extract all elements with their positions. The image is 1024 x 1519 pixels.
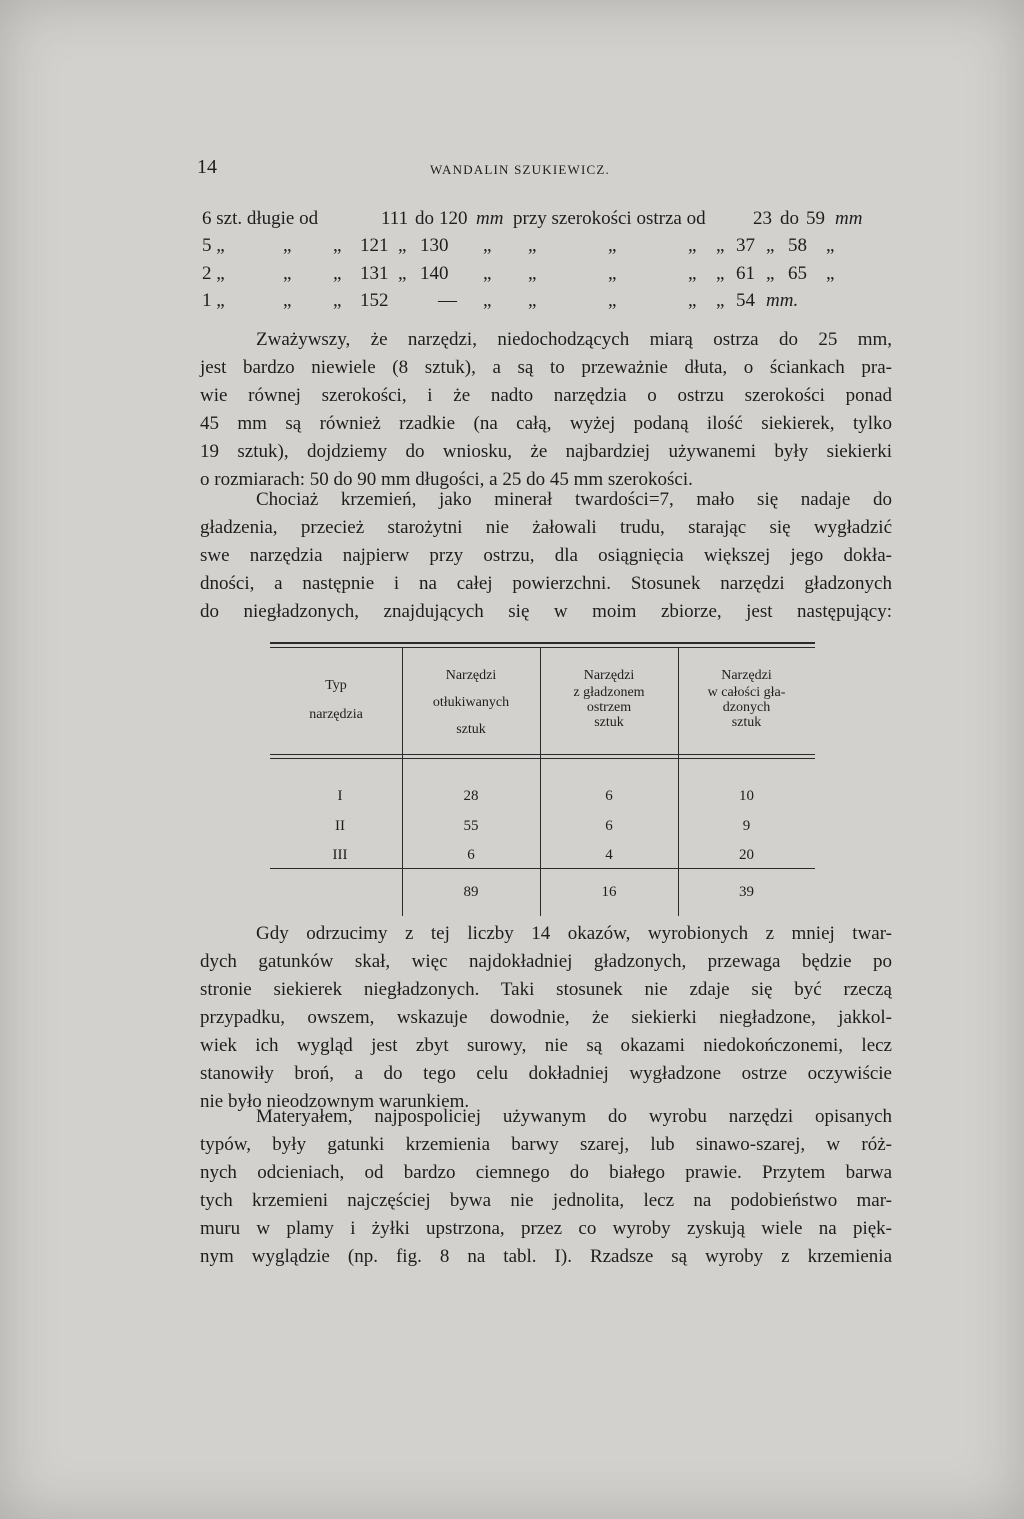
cell: 6 (467, 847, 475, 863)
count: 5 „ (202, 235, 225, 256)
text-line: dności, a następnie i na całej powierzchni. Stosunek narzędzi gładzonych (200, 573, 892, 594)
ditto: „ (826, 235, 835, 256)
width-to: 54 (736, 290, 755, 311)
ditto: „ (483, 235, 492, 256)
totals-rule (270, 868, 815, 869)
ditto: „ (528, 235, 537, 256)
header-unpolished (402, 668, 540, 737)
page-number: 14 (197, 156, 217, 178)
header-line: sztuk (731, 715, 762, 730)
ditto: „ (608, 263, 617, 284)
header-line: z gładzonem (573, 685, 645, 700)
ditto: „ (528, 290, 537, 311)
ditto: „ (766, 235, 775, 256)
table-top-rule (270, 642, 815, 644)
text-line: wie równej szerokości, i że nadto narzędzia o ostrzu szerokości ponad (200, 385, 892, 406)
text: przy szerokości ostrza od (513, 208, 706, 229)
to: 130 (420, 235, 449, 256)
text-line: swe narzędzia najpierw przy ostrzu, dla osiągnięcia większej jego dokła- (200, 545, 892, 566)
ditto: „ (398, 235, 407, 256)
text-line: tych krzemieni najczęściej bywa nie jednolita, lecz na podobieństwo mar- (200, 1190, 892, 1211)
cell: 55 (463, 818, 479, 834)
header-line: dzonych (722, 700, 771, 715)
text-line: 19 sztuk), dojdziemy do wniosku, że najbardziej używanemi były siekierki (200, 441, 892, 462)
ditto: „ (398, 263, 407, 284)
header-line: narzędzia (309, 707, 363, 722)
measurement-row (198, 208, 898, 234)
text-line: przypadku, owszem, wskazuje dowodnie, że siekierki niegładzone, jakkol- (200, 1007, 892, 1028)
from: 111 (381, 208, 409, 229)
width-to: 65 (788, 263, 807, 284)
width-from: 61 (736, 263, 755, 284)
text-line: Zważywszy, że narzędzi, niedochodzących miarą ostrza do 25 mm, (256, 329, 892, 350)
ditto: „ (608, 290, 617, 311)
text-line: dych gatunków skał, więc najdokładniej gładzonych, przewaga będzie po (200, 951, 892, 972)
width-to-word: do (780, 208, 799, 229)
from: 152 (360, 290, 389, 311)
ditto: „ (716, 290, 725, 311)
ditto: „ (283, 235, 292, 256)
cell: 20 (739, 847, 754, 863)
header-line: ostrzem (586, 700, 632, 715)
ditto: „ (333, 263, 342, 284)
ditto: „ (333, 290, 342, 311)
ditto: „ (608, 235, 617, 256)
unit: mm (476, 208, 504, 229)
text-line: 45 mm są również rzadkie (na całą, wyżej podaną ilość siekierek, tylko (200, 413, 892, 434)
ditto: „ (483, 290, 492, 311)
to: 140 (420, 263, 449, 284)
cell-type: III (332, 847, 348, 863)
dash: — (438, 290, 457, 311)
ditto: „ (688, 290, 697, 311)
text-line: nych odcieniach, od bardzo ciemnego do białego prawie. Przytem barwa (200, 1162, 892, 1183)
total-cell: 39 (739, 884, 754, 900)
text-line: do niegładzonych, znajdujących się w moim zbiorze, jest następujący: (200, 601, 892, 622)
header-edge-polished (540, 668, 678, 730)
header-line: Narzędzi (583, 668, 635, 683)
width-from: 37 (736, 235, 755, 256)
ditto: „ (688, 235, 697, 256)
total-cell: 89 (463, 884, 479, 900)
header-rule (270, 754, 815, 755)
cell: 9 (742, 818, 751, 834)
count: 6 szt. długie od (202, 208, 319, 229)
ditto: „ (333, 235, 342, 256)
text-line: nym wyglądzie (np. fig. 8 na tabl. I). Rzadsze są wyroby z krzemienia (200, 1246, 892, 1267)
count: 2 „ (202, 263, 225, 284)
text-line: nie było nieodzownym warunkiem. (200, 1091, 470, 1112)
text-line: wiek ich wygląd jest zbyt surowy, nie są okazami niedokończonemi, lecz (200, 1035, 892, 1056)
header-line: otłukiwanych (432, 695, 510, 710)
from: 121 (360, 235, 389, 256)
running-header: WANDALIN SZUKIEWICZ. (430, 162, 610, 177)
text-line: Materyałem, najpospoliciej używanym do wyrobu narzędzi opisanych (256, 1106, 892, 1127)
cell: 28 (463, 788, 479, 804)
text-line: gładzenia, przecież starożytni nie żałowali trudu, starając się wygładzić (200, 517, 892, 538)
ditto: „ (688, 263, 697, 284)
text-line: jest bardzo niewiele (8 sztuk), a są to przeważnie dłuta, o ściankach pra- (200, 357, 892, 378)
measurement-row (198, 263, 898, 289)
total-cell: 16 (601, 884, 617, 900)
header-line: sztuk (594, 715, 624, 730)
ditto: „ (716, 263, 725, 284)
ditto: „ (766, 263, 775, 284)
tools-table (270, 642, 815, 917)
text-line: stanowiły broń, a do tego celu dokładniej wygładzone ostrze oczywiście (200, 1063, 892, 1084)
table-top-rule-thin (270, 647, 815, 648)
header-line: Typ (325, 678, 347, 693)
cell: 4 (605, 847, 613, 863)
ditto: „ (716, 235, 725, 256)
width-from: 23 (753, 208, 772, 229)
width-unit: mm (835, 208, 863, 229)
cell: 6 (605, 818, 613, 834)
to-word: do (415, 208, 434, 229)
header-fully-polished (678, 668, 815, 730)
cell: 6 (605, 788, 613, 804)
paragraph (200, 326, 892, 494)
cell-type: I (337, 788, 343, 804)
ditto: „ (483, 263, 492, 284)
ditto: „ (826, 263, 835, 284)
header-line: Narzędzi (721, 668, 772, 683)
measurement-row (198, 235, 898, 261)
text-line: muru w plamy i żyłki upstrzona, przez co wyroby zyskują wiele na pięk- (200, 1218, 892, 1239)
ditto: „ (528, 263, 537, 284)
paragraph (200, 1103, 892, 1271)
header-rule-double (270, 758, 815, 759)
header-line: sztuk (456, 722, 486, 737)
text-line: Chociaż krzemień, jako minerał twardości=7, mało się nadaje do (256, 489, 892, 510)
width-to: 58 (788, 235, 807, 256)
count: 1 „ (202, 290, 225, 311)
to: 120 (439, 208, 468, 229)
measurement-row (198, 290, 898, 316)
width-unit: mm. (766, 290, 799, 311)
text-line: Gdy odrzucimy z tej liczby 14 okazów, wyrobionych z mniej twar- (256, 923, 892, 944)
text-line: typów, były gatunki krzemienia barwy szarej, lub sinawo-szarej, w róż- (200, 1134, 892, 1155)
paragraph (200, 486, 892, 626)
text-line: stronie siekierek niegładzonych. Taki stosunek nie zdaje się być rzeczą (200, 979, 892, 1000)
from: 131 (360, 263, 389, 284)
header-type (270, 678, 402, 722)
cell: 10 (739, 788, 754, 804)
header-line: w całości gła- (707, 685, 786, 700)
cell-type: II (335, 818, 345, 834)
ditto: „ (283, 290, 292, 311)
ditto: „ (283, 263, 292, 284)
header-line: Narzędzi (445, 668, 497, 683)
text-line: o rozmiarach: 50 do 90 mm długości, a 25 do 45 mm szerokości. (200, 469, 693, 490)
paragraph (200, 920, 892, 1116)
width-to: 59 (806, 208, 825, 229)
